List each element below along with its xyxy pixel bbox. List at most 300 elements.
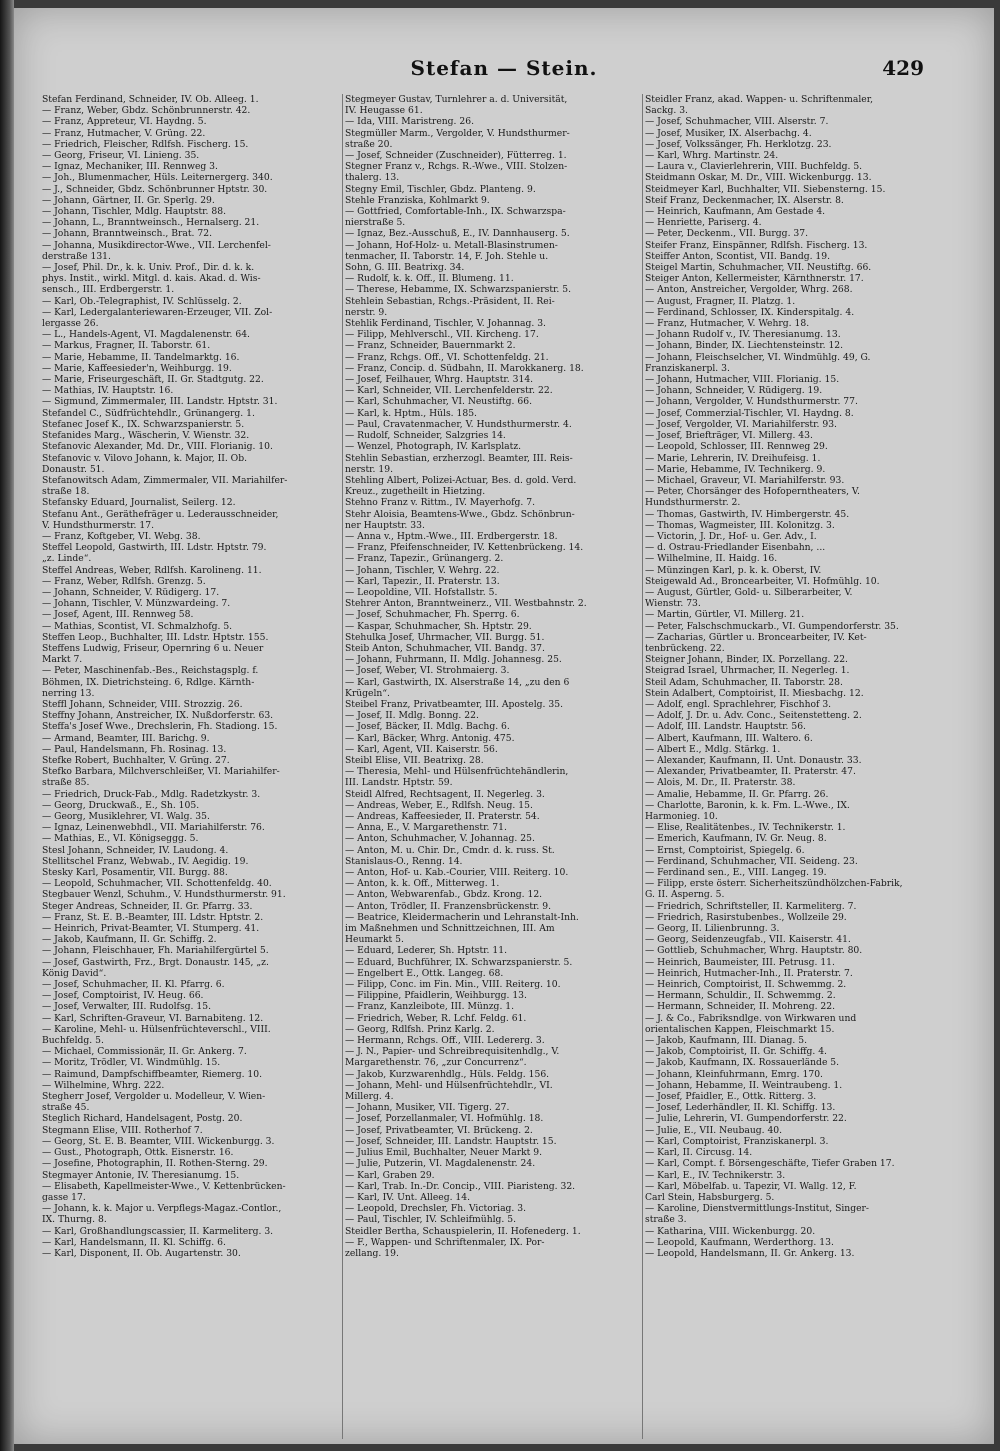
directory-entry-line: Stefanowitsch Adam, Zimmermaler, VII. Mariahilfer- xyxy=(42,474,288,486)
directory-entry-line: — Elisabeth, Kapellmeister-Wwe., V. Kettenbrücken- xyxy=(42,1180,286,1192)
directory-entry-line: Steffl Johann, Schneider, VIII. Strozzig. 26. xyxy=(42,698,243,710)
directory-entry-line: — Mathias, IV. Hauptstr. 16. xyxy=(42,385,174,397)
directory-entry-line: Buchfeldg. 5. xyxy=(42,1035,104,1047)
directory-entry-line: — Anna v., Hptm.-Wwe., III. Erdbergerstr. 18. xyxy=(345,530,558,542)
directory-entry-line: Stegherr Josef, Vergolder u. Modelleur, V. Wien- xyxy=(42,1091,266,1103)
directory-entry-line: Stein Adalbert, Comptoirist, II. Miesbachg. 12. xyxy=(645,687,864,699)
directory-entry-line: — Ernst, Comptoirist, Spiegelg. 6. xyxy=(645,844,805,856)
directory-entry-line: — Thomas, Gastwirth, IV. Himbergerstr. 45. xyxy=(645,508,850,520)
directory-entry-line: zellang. 19. xyxy=(345,1247,399,1259)
directory-entry-line: — Anton, Trödler, II. Franzensbrückenstr. 9. xyxy=(345,900,551,912)
directory-entry-line: — Josef, Schneider, III. Landstr. Hauptstr. 15. xyxy=(345,1135,557,1147)
directory-entry-line: — Gottfried, Comfortable-Inh., IX. Schwarzspa- xyxy=(345,206,566,218)
directory-entry-line: — Paul, Tischler, IV. Schleifmühlg. 5. xyxy=(345,1214,517,1226)
directory-entry-line: Stanislaus-O., Renng. 14. xyxy=(345,855,463,867)
directory-entry-line: — Johann, Fleischhauer, Fh. Mariahilfergürtel 5. xyxy=(42,945,269,957)
directory-entry-line: — Anton, Webwarenfab., Gbdz. Krong. 12. xyxy=(345,889,543,901)
directory-entry-line: — Anton, k. k. Off., Mitterweg. 1. xyxy=(345,878,500,890)
directory-entry-line: — Josef, Bäcker, II. Mdlg. Bachg. 6. xyxy=(345,721,510,733)
directory-entry-line: — Karl, Gastwirth, IX. Alserstraße 14, „zu den 6 xyxy=(345,676,570,688)
directory-entry-line: im Maßnehmen und Schnittzeichnen, III. Am xyxy=(345,923,555,935)
directory-entry-line: — Armand, Beamter, III. Barichg. 9. xyxy=(42,732,210,744)
directory-entry-line: — Josef, Privatbeamter, VI. Brückeng. 2. xyxy=(345,1124,533,1136)
directory-entry-line: — Josef, Schneider (Zuschneider), Fütterreg. 1. xyxy=(345,150,567,162)
directory-entry-line: — Karl, Schriften-Graveur, VI. Barnabiteng. 12. xyxy=(42,1012,264,1024)
directory-entry-line: Krügeln“. xyxy=(345,687,390,699)
directory-entry-line: V. Hundsthurmerstr. 17. xyxy=(42,519,155,531)
directory-entry-line: — Jakob, Kurzwarenhdlg., Hüls. Feldg. 156. xyxy=(345,1068,550,1080)
directory-entry-line: — Karoline, Mehl- u. Hülsenfrüchteverschl., VIII. xyxy=(42,1023,271,1035)
directory-entry-line: — Josef, Vergolder, VI. Mariahilferstr. 93. xyxy=(645,418,837,430)
directory-entry-line: — Laura v., Clavierlehrerin, VIII. Buchfeldg. 5. xyxy=(645,161,863,173)
directory-entry-line: Steglich Richard, Handelsagent, Postg. 20. xyxy=(42,1113,243,1125)
directory-entry-line: — Mathias, E., VI. Königseggg. 5. xyxy=(42,833,199,845)
directory-entry-line: — Martin, Gürtler, VI. Millerg. 21. xyxy=(645,609,805,621)
directory-entry-line: — Georg, Druckwaß., E., Sh. 105. xyxy=(42,799,200,811)
directory-entry-line: Steifer Franz, Einspänner, Rdlfsh. Fischerg. 13. xyxy=(645,239,868,251)
directory-entry-line: — Franz, Concip. d. Südbahn, II. Marokkanerg. 18. xyxy=(345,362,584,374)
directory-entry-line: — Jakob, Kaufmann, III. Dianag. 5. xyxy=(645,1035,808,1047)
directory-entry-line: — Marie, Kaffeesieder'n, Weihburgg. 19. xyxy=(42,362,232,374)
directory-entry-line: — Alexander, Kaufmann, II. Unt. Donaustr. 33. xyxy=(645,754,862,766)
column-3 xyxy=(642,94,941,1439)
directory-entry-line: — Josef, Feilhauer, Whrg. Hauptstr. 314. xyxy=(345,374,534,386)
directory-entry-line: — Karl, Möbelfab. u. Tapezir, VI. Wallg. 12, F. xyxy=(645,1180,857,1192)
directory-entry-line: — Karl, Schneider, VII. Lerchenfelderstr. 22. xyxy=(345,385,553,397)
directory-entry-line: — Johann, k. k. Major u. Verpflegs-Magaz.-Contlor., xyxy=(42,1203,282,1215)
directory-entry-line: Stefanu Ant., Geräthefräger u. Lederausschneider, xyxy=(42,508,279,520)
directory-entry-line: Steil Adam, Schuhmacher, II. Taborstr. 28. xyxy=(645,676,843,688)
directory-entry-line: gasse 17. xyxy=(42,1191,86,1203)
directory-entry-line: straße 85. xyxy=(42,777,90,789)
directory-entry-line: Stegmayer Antonie, IV. Theresianumg. 15. xyxy=(42,1169,240,1181)
directory-entry-line: Millerg. 4. xyxy=(345,1091,394,1103)
directory-entry-line: — Georg, II. Lilienbrunng. 3. xyxy=(645,923,780,935)
directory-entry-line: — Karl, E., IV. Technikerstr. 3. xyxy=(645,1169,786,1181)
directory-entry-line: — Johann, Schneider, V. Rüdigerg. 17. xyxy=(42,586,220,598)
directory-entry-line: — Johann, Kleinfuhrmann, Emrg. 170. xyxy=(645,1068,823,1080)
directory-entry-line: — Josef, Schuhmacher, VIII. Alserstr. 7. xyxy=(645,116,829,128)
directory-entry-line: Steidl Alfred, Rechtsagent, II. Negerleg. 3. xyxy=(345,788,545,800)
directory-entry-line: — Johann, Branntweinsch., Brat. 72. xyxy=(42,228,213,240)
directory-entry-line: — Eduard, Lederer, Sh. Hptstr. 11. xyxy=(345,945,507,957)
directory-entry-line: — Leopold, Kaufmann, Werderthorg. 13. xyxy=(645,1236,834,1248)
directory-entry-line: — Georg, Friseur, VI. Linieng. 35. xyxy=(42,150,200,162)
directory-entry-line: — Kaspar, Schuhmacher, Sh. Hptstr. 29. xyxy=(345,620,532,632)
directory-entry-line: Stegmann Elise, VIII. Rotherhof 7. xyxy=(42,1124,203,1136)
directory-entry-line: Stefan Ferdinand, Schneider, IV. Ob. Alleeg. 1. xyxy=(42,94,259,105)
directory-entry-line: Steigner Johann, Binder, IX. Porzellang. 22. xyxy=(645,654,848,666)
directory-entry-line: Steibl Elise, VII. Beatrixg. 28. xyxy=(345,754,484,766)
directory-entry-line: Stesl Johann, Schneider, IV. Laudong. 4. xyxy=(42,844,229,856)
directory-entry-line: — Franz, Rchgs. Off., VI. Schottenfeldg. 21. xyxy=(345,351,549,363)
directory-entry-line: — Sigmund, Zimmermaler, III. Landstr. Hptstr. 31. xyxy=(42,396,278,408)
directory-entry-line: — Joh., Blumenmacher, Hüls. Leiternergerg. 340. xyxy=(42,172,273,184)
directory-entry-line: — Johann, Binder, IX. Liechtensteinstr. 12. xyxy=(645,340,844,352)
directory-entry-line: Steffens Ludwig, Friseur, Opernring 6 u. Neuer xyxy=(42,642,264,654)
directory-entry-line: — Emerich, Kaufmann, IV. Gr. Neug. 8. xyxy=(645,833,827,845)
directory-entry-line: — Filippine, Pfaidlerin, Weihburgg. 13. xyxy=(345,990,527,1002)
directory-entry-line: — Ferdinand, Schuhmacher, VII. Seideng. 23. xyxy=(645,855,858,867)
directory-entry-line: Steigewald Ad., Broncearbeiter, VI. Hofmühlg. 10. xyxy=(645,575,880,587)
directory-entry-line: Stegbauer Wenzl, Schuhm., V. Hundsthurmerstr. 91. xyxy=(42,889,286,901)
directory-page xyxy=(14,8,994,1444)
directory-entry-line: — Moritz, Trödler, VI. Windmühlg. 15. xyxy=(42,1057,221,1069)
directory-entry-line: — Hermann, Schuldir., II. Schwemmg. 2. xyxy=(645,990,836,1002)
directory-entry-line: nierstraße 5. xyxy=(345,217,406,229)
directory-entry-line: — Josef, Pfaidler, E., Ottk. Ritterg. 3. xyxy=(645,1091,817,1103)
directory-entry-line: — Johann, Tischler, V. Wehrg. 22. xyxy=(345,564,500,576)
directory-entry-line: — Münzingen Karl, p. k. k. Oberst, IV. xyxy=(645,564,822,576)
directory-entry-line: IX. Thurng. 8. xyxy=(42,1214,107,1226)
directory-entry-line: — d. Ostrau-Friedlander Eisenbahn, ... xyxy=(645,542,826,554)
directory-entry-line: — Rudolf, Schneider, Salzgries 14. xyxy=(345,430,506,442)
directory-entry-line: — Anton, M. u. Chir. Dr., Cmdr. d. k. russ. St. xyxy=(345,844,555,856)
directory-entry-line: — Anton, Schuhmacher, V. Johannag. 25. xyxy=(345,833,535,845)
directory-entry-line: — Josef, Verwalter, III. Rudolfsg. 15. xyxy=(42,1001,212,1013)
directory-entry-line: — Rudolf, k. k. Off., II. Blumeng. 11. xyxy=(345,273,514,285)
directory-entry-line: nerstr. 9. xyxy=(345,306,388,318)
directory-entry-line: — Engelbert E., Ottk. Langeg. 68. xyxy=(345,967,504,979)
directory-entry-line: derstraße 131. xyxy=(42,250,111,262)
directory-entry-line: III. Landstr. Hptstr. 59. xyxy=(345,777,453,789)
directory-entry-line: Stehno Franz v. Rittm., IV. Mayerhofg. 7. xyxy=(345,497,536,509)
directory-entry-line: — Thomas, Wagmeister, III. Kolonitzg. 3. xyxy=(645,519,835,531)
directory-entry-line: — Leopold, Schuhmacher, VII. Schottenfeldg. 40. xyxy=(42,878,272,890)
directory-entry-line: — Alexander, Privatbeamter, II. Praterstr. 47. xyxy=(645,766,856,778)
directory-entry-line: Steffa's Josef Wwe., Drechslerin, Fh. Stadiong. 15. xyxy=(42,721,278,733)
directory-entry-line: — Michael, Graveur, VI. Mariahilferstr. 93. xyxy=(645,474,845,486)
directory-entry-line: — Leopold, Schlosser, III. Rennweg 29. xyxy=(645,441,828,453)
directory-entry-line: — Josef, Musiker, IX. Alserbachg. 4. xyxy=(645,127,812,139)
directory-entry-line: — Ferdinand sen., E., VIII. Langeg. 19. xyxy=(645,867,827,879)
directory-entry-line: — Alois, M. Dr., II. Praterstr. 38. xyxy=(645,777,796,789)
directory-entry-line: — Karl, II. Circusg. 14. xyxy=(645,1147,753,1159)
directory-entry-line: — Julie, Putzerin, VI. Magdalenenstr. 24. xyxy=(345,1158,536,1170)
directory-entry-line: tenbrückeng. 22. xyxy=(645,642,725,654)
directory-entry-line: — Johann, L., Branntweinsch., Hernalserg. 21. xyxy=(42,217,260,229)
directory-entry-line: — Heinrich, Privat-Beamter, VI. Stumperg. 41. xyxy=(42,923,260,935)
scan-binding-edge xyxy=(0,0,14,1451)
directory-entry-line: — Karl, Bäcker, Whrg. Antonig. 475. xyxy=(345,732,515,744)
directory-entry-line: — Filipp, Mehlverschl., VII. Kircheng. 17. xyxy=(345,329,539,341)
directory-entry-line: — August, Gürtler, Gold- u. Silberarbeiter, V. xyxy=(645,586,853,598)
directory-entry-line: Franziskanerpl. 3. xyxy=(645,362,730,374)
directory-entry-line: — Johann, Hutmacher, VIII. Florianig. 15. xyxy=(645,374,840,386)
directory-entry-line: IV. Heugasse 61. xyxy=(345,105,423,117)
directory-entry-line: — Franz, Hutmacher, V. Grüng. 22. xyxy=(42,127,206,139)
directory-entry-line: — Johann, Tischler, V. Münzwardeing. 7. xyxy=(42,598,231,610)
directory-entry-line: — Filipp, erste österr. Sicherheitszündhölzchen-Fabrik, xyxy=(645,878,903,890)
directory-entry-line: straße 3. xyxy=(645,1214,687,1226)
directory-entry-line: — Franz, Appreteur, VI. Haydng. 5. xyxy=(42,116,207,128)
directory-entry-line: — Josef, Schuhmacher, II. Kl. Pfarrg. 6. xyxy=(42,979,225,991)
directory-entry-line: — Elise, Realitätenbes., IV. Technikerstr. 1. xyxy=(645,822,846,834)
directory-entry-line: — L., Handels-Agent, VI. Magdalenenstr. 64. xyxy=(42,329,250,341)
directory-entry-line: — Josef, Schuhmacher, Fh. Sperrg. 6. xyxy=(345,609,520,621)
directory-entry-line: — Karoline, Dienstvermittlungs-Institut, Singer- xyxy=(645,1203,870,1215)
directory-entry-line: — Franz, Pfeifenschneider, IV. Kettenbrückeng. 14. xyxy=(345,542,584,554)
directory-entry-line: — Hermann, Rchgs. Off., VIII. Ledererg. 3. xyxy=(345,1035,545,1047)
directory-entry-line: Stefanides Marg., Wäscherin, V. Wienstr. 32. xyxy=(42,430,250,442)
directory-entry-line: — Julius Emil, Buchhalter, Neuer Markt 9. xyxy=(345,1147,543,1159)
directory-entry-line: — Karl, Trab. In.-Dr. Concip., VIII. Piaristeng. 32. xyxy=(345,1180,576,1192)
directory-entry-line: — Julie, E., VII. Neubaug. 40. xyxy=(645,1124,783,1136)
directory-entry-line: Heumarkt 5. xyxy=(345,934,404,946)
directory-entry-line: straße 45. xyxy=(42,1102,90,1114)
directory-entry-line: Steffen Leop., Buchhalter, III. Ldstr. Hptstr. 155. xyxy=(42,631,269,643)
directory-entry-line: — Peter, Falschschmuckarb., VI. Gumpendorferstr. 35. xyxy=(645,620,899,632)
directory-entry-line: — Gottlieb, Schuhmacher, Whrg. Hauptstr. 80. xyxy=(645,945,863,957)
directory-entry-line: — Charlotte, Baronin, k. k. Fm. L.-Wwe., IX. xyxy=(645,799,850,811)
directory-entry-line: — Jakob, Comptoirist, II. Gr. Schiffg. 4. xyxy=(645,1046,827,1058)
directory-entry-line: — Ignaz, Mechaniker, III. Rennweg 3. xyxy=(42,161,218,173)
directory-entry-line: — Paul, Cravatenmacher, V. Hundsthurmerstr. 4. xyxy=(345,418,572,430)
directory-entry-line: — Ferdinand, Schlosser, IX. Kinderspitalg. 4. xyxy=(645,306,855,318)
directory-entry-line: — Johann, Hof-Holz- u. Metall-Blasinstrumen- xyxy=(345,239,558,251)
directory-entry-line: lergasse 26. xyxy=(42,318,99,330)
directory-entry-line: ner Hauptstr. 33. xyxy=(345,519,425,531)
directory-entry-line: Stellitschel Franz, Webwab., IV. Aegidig. 19. xyxy=(42,855,249,867)
directory-entry-line: — Ida, VIII. Maristreng. 26. xyxy=(345,116,475,128)
directory-entry-line: — Theresia, Mehl- und Hülsenfrüchtehändlerin, xyxy=(345,766,569,778)
directory-entry-line: — Heinrich, Baumeister, III. Petrusg. 11. xyxy=(645,956,835,968)
page-header xyxy=(34,56,974,86)
directory-entry-line: — Franz, Weber, Rdlfsh. Grenzg. 5. xyxy=(42,575,206,587)
directory-entry-line: — Franz, Tapezir., Grünangerg. 2. xyxy=(345,553,504,565)
directory-entry-line: Margarethenstr. 76, „zur Concurrenz“. xyxy=(345,1057,527,1069)
directory-entry-line: — Josef, Porzellanmaler, VI. Hofmühlg. 18. xyxy=(345,1113,544,1125)
directory-entry-line: Stegner Franz v., Rchgs. R.-Wwe., VIII. Stolzen- xyxy=(345,161,568,173)
directory-entry-line: Steidler Bertha, Schauspielerin, II. Hofenederg. 1. xyxy=(345,1225,581,1237)
directory-entry-line: — Hermann, Schneider, II. Mohreng. 22. xyxy=(645,1001,836,1013)
page-number: 429 xyxy=(882,56,924,80)
directory-entry-line: — Friedrich, Druck-Fab., Mdlg. Radetzkystr. 3. xyxy=(42,788,261,800)
directory-entry-line: — Henriette, Pariserg. 4. xyxy=(645,217,762,229)
directory-entry-line: Steffel Leopold, Gastwirth, III. Ldstr. Hptstr. 79. xyxy=(42,542,267,554)
directory-entry-line: Stehlik Ferdinand, Tischler, V. Johannag. 3. xyxy=(345,318,546,330)
directory-entry-line: — Julie, Lehrerin, VI. Gumpendorferstr. 22. xyxy=(645,1113,847,1125)
directory-entry-line: — Eduard, Buchführer, IX. Schwarzspanierstr. 5. xyxy=(345,956,573,968)
directory-entry-line: Stehulka Josef, Uhrmacher, VII. Burgg. 51. xyxy=(345,631,545,643)
directory-entry-line: — Karl, k. Hptm., Hüls. 185. xyxy=(345,407,477,419)
directory-entry-line: „z. Linde“. xyxy=(42,553,92,565)
directory-entry-line: — Leopold, Handelsmann, II. Gr. Ankerg. 13. xyxy=(645,1247,855,1259)
directory-entry-line: Steiffer Anton, Scontist, VII. Bandg. 19. xyxy=(645,250,831,262)
directory-entry-line: Stefke Robert, Buchhalter, V. Grüng. 27. xyxy=(42,754,230,766)
directory-entry-line: — Adolf, III. Landstr. Hauptstr. 56. xyxy=(645,721,806,733)
directory-entry-line: — Wilhelmine, Whrg. 222. xyxy=(42,1079,165,1091)
directory-entry-line: orientalischen Kappen, Fleischmarkt 15. xyxy=(645,1023,835,1035)
directory-entry-line: Sackg. 3. xyxy=(645,105,688,117)
directory-entry-line: thalerg. 13. xyxy=(345,172,400,184)
directory-entry-line: — F., Wappen- und Schriftenmaler, IX. Por- xyxy=(345,1236,545,1248)
directory-entry-line: Steib Anton, Schuhmacher, VII. Bandg. 37. xyxy=(345,642,545,654)
directory-entry-line: — Johann, Vergolder, V. Hundsthurmerstr. 77. xyxy=(645,396,858,408)
directory-entry-line: — Marie, Friseurgeschäft, II. Gr. Stadtgutg. 22. xyxy=(42,374,264,386)
directory-entry-line: nerring 13. xyxy=(42,687,95,699)
directory-entry-line: — Karl, Compt. f. Börsengeschäfte, Tiefer Graben 17. xyxy=(645,1158,895,1170)
directory-entry-line: — Karl, Whrg. Martinstr. 24. xyxy=(645,150,779,162)
directory-entry-line: — Franz, Schneider, Bauernmarkt 2. xyxy=(345,340,516,352)
column-1 xyxy=(42,94,338,1439)
directory-entry-line: Carl Stein, Habsburgerg. 5. xyxy=(645,1191,775,1203)
directory-entry-line: Harmonieg. 10. xyxy=(645,811,718,822)
directory-entry-line: Stehrer Anton, Branntweinerz., VII. Westbahnstr. 2. xyxy=(345,598,587,610)
directory-entry-line: — Amalie, Hebamme, II. Gr. Pfarrg. 26. xyxy=(645,788,829,800)
directory-entry-line: Steidler Franz, akad. Wappen- u. Schriftenmaler, xyxy=(645,94,874,105)
directory-entry-line: — Wilhelmine, II. Haidg. 16. xyxy=(645,553,778,565)
directory-entry-line: — Friedrich, Rasirstubenbes., Wollzeile 29. xyxy=(645,911,847,923)
directory-entry-line: Stefko Barbara, Milchverschleißer, VI. Mariahilfer- xyxy=(42,766,280,778)
directory-entry-line: — Heinrich, Hutmacher-Inh., II. Praterstr. 7. xyxy=(645,967,853,979)
directory-entry-line: — Josef, Comptoirist, IV. Heug. 66. xyxy=(42,990,204,1002)
directory-entry-line: Stefanovic v. Vilovo Johann, k. Major, II. Ob. xyxy=(42,452,248,464)
directory-entry-line: — Ignaz, Bez.-Ausschuß, E., IV. Dannhauserg. 5. xyxy=(345,228,570,240)
directory-entry-line: — Marie, Lehrerin, IV. Dreihufeisg. 1. xyxy=(645,452,821,464)
directory-entry-line: — Victorin, J. Dr., Hof- u. Ger. Adv., I. xyxy=(645,530,817,542)
directory-entry-line: Stegmüller Marm., Vergolder, V. Hundsthurmer- xyxy=(345,127,570,139)
directory-entry-line: — Albert E., Mdlg. Stärkg. 1. xyxy=(645,743,781,755)
directory-entry-line: Stesky Karl, Posamentir, VII. Burgg. 88. xyxy=(42,867,228,879)
directory-entry-line: — J., Schneider, Gbdz. Schönbrunner Hptstr. 30. xyxy=(42,183,268,195)
directory-entry-line: — Franz, Koftgeber, VI. Webg. 38. xyxy=(42,530,201,542)
directory-entry-line: Stehling Albert, Polizei-Actuar, Bes. d. gold. Verd. xyxy=(345,474,577,486)
directory-entry-line: Stefanec Josef K., IX. Schwarzspanierstr. 5. xyxy=(42,418,245,430)
column-2 xyxy=(342,94,641,1439)
directory-entry-line: — Heinrich, Kaufmann, Am Gestade 4. xyxy=(645,206,826,218)
directory-entry-line: — Peter, Deckenm., VII. Burgg. 37. xyxy=(645,228,809,240)
directory-entry-line: — Franz, Weber, Gbdz. Schönbrunnerstr. 42. xyxy=(42,105,251,117)
directory-entry-line: — Friedrich, Weber, R. Lchf. Feldg. 61. xyxy=(345,1012,527,1024)
directory-entry-line: Steffel Andreas, Weber, Rdlfsh. Karolineng. 11. xyxy=(42,564,262,576)
directory-entry-line: — J. & Co., Fabriksndlge. von Wirkwaren und xyxy=(645,1012,857,1024)
directory-entry-line: Stegny Emil, Tischler, Gbdz. Planteng. 9. xyxy=(345,183,536,195)
directory-entry-line: — Gust., Photograph, Ottk. Eisnerstr. 16. xyxy=(42,1147,234,1159)
directory-entry-line: — Josef, Agent, III. Rennweg 58. xyxy=(42,609,194,621)
directory-entry-line: — Markus, Fragner, II. Taborstr. 61. xyxy=(42,340,211,352)
directory-entry-line: Steibel Franz, Privatbeamter, III. Apostelg. 35. xyxy=(345,698,564,710)
directory-entry-line: — Anton, Anstreicher, Vergolder, Whrg. 268. xyxy=(645,284,853,296)
directory-entry-line: — Georg, St. E. B. Beamter, VIII. Wickenburgg. 3. xyxy=(42,1135,275,1147)
directory-entry-line: — Peter, Chorsänger des Hofoperntheaters, V. xyxy=(645,486,860,498)
directory-entry-line: — Josef, Weber, VI. Strohmaierg. 3. xyxy=(345,665,510,677)
directory-entry-line: Stehlin Sebastian, erzherzogl. Beamter, III. Reis- xyxy=(345,452,573,464)
directory-entry-line: tenmacher, II. Taborstr. 14, F. Joh. Stehle u. xyxy=(345,250,549,262)
entry-columns xyxy=(42,94,942,1439)
directory-entry-line: — Josef, Lederhändler, II. Kl. Schiffg. 13. xyxy=(645,1102,836,1114)
directory-entry-line: — Michael, Commissionär, II. Gr. Ankerg. 7. xyxy=(42,1046,247,1058)
directory-entry-line: — Marie, Hebamme, II. Tandelmarktg. 16. xyxy=(42,351,240,363)
directory-entry-line: — Franz, Hutmacher, V. Wehrg. 18. xyxy=(645,318,810,330)
directory-entry-line: straße 20. xyxy=(345,138,393,150)
directory-entry-line: — Andreas, Kaffeesieder, II. Praterstr. 54. xyxy=(345,811,540,822)
directory-entry-line: — Johann, Hebamme, II. Weintraubeng. 1. xyxy=(645,1079,843,1091)
directory-entry-line: — Adolf, engl. Sprachlehrer, Fischhof 3. xyxy=(645,698,832,710)
directory-entry-line: Steigel Martin, Schuhmacher, VII. Neustiftg. 66. xyxy=(645,262,872,274)
directory-entry-line: — August, Fragner, II. Platzg. 1. xyxy=(645,295,796,307)
directory-entry-line: Sohn, G. III. Beatrixg. 34. xyxy=(345,262,465,274)
directory-entry-line: G. II. Asperng. 5. xyxy=(645,889,725,901)
directory-entry-line: — Karl, Disponent, II. Ob. Augartenstr. 30. xyxy=(42,1247,241,1259)
directory-entry-line: — Georg, Seidenzeugfab., VII. Kaiserstr. 41. xyxy=(645,934,851,946)
directory-entry-line: nerstr. 19. xyxy=(345,463,393,475)
directory-entry-line: Markt 7. xyxy=(42,654,83,666)
directory-entry-line: — Karl, Tapezir., II. Praterstr. 13. xyxy=(345,575,500,587)
directory-entry-line: straße 18. xyxy=(42,486,90,498)
directory-entry-line: phys. Instit., wirkl. Mitgl. d. kais. Akad. d. Wis- xyxy=(42,273,261,285)
directory-entry-line: — Johanna, Musikdirector-Wwe., VII. Lerchenfel- xyxy=(42,239,271,251)
directory-entry-line: — Josef, Gastwirth, Frz., Brgt. Donaustr. 145, „z. xyxy=(42,956,269,968)
directory-entry-line: — Friedrich, Fleischer, Rdlfsh. Fischerg. 15. xyxy=(42,138,249,150)
directory-entry-line: — Karl, Comptoirist, Franziskanerpl. 3. xyxy=(645,1135,829,1147)
directory-entry-line: — Katharina, VIII. Wickenburgg. 20. xyxy=(645,1225,816,1237)
directory-entry-line: — Johann, Fuhrmann, II. Mdlg. Johannesg. 25. xyxy=(345,654,562,666)
directory-entry-line: — Karl, Ob.-Telegraphist, IV. Schlüsselg. 2. xyxy=(42,295,242,307)
directory-entry-line: Stehlein Sebastian, Rchgs.-Präsident, II. Rei- xyxy=(345,295,555,307)
directory-entry-line: — Johann, Musiker, VII. Tigerg. 27. xyxy=(345,1102,510,1114)
directory-entry-line: — Albert, Kaufmann, III. Waltero. 6. xyxy=(645,732,813,744)
directory-entry-line: sensch., III. Erdbergerstr. 1. xyxy=(42,284,175,296)
directory-entry-line: — Josef, Commerzial-Tischler, VI. Haydng. 8. xyxy=(645,407,854,419)
directory-entry-line: Donaustr. 51. xyxy=(42,463,105,475)
directory-entry-line: — Peter, Maschinenfab.-Bes., Reichstagsplg. f. xyxy=(42,665,259,677)
directory-entry-line: — Beatrice, Kleidermacherin und Lehranstalt-Inh. xyxy=(345,911,579,923)
directory-entry-line: — Andreas, Weber, E., Rdlfsh. Neug. 15. xyxy=(345,799,533,811)
running-title: Stefan — Stein. xyxy=(410,56,598,80)
directory-entry-line: — Anna, E., V. Margarethenstr. 71. xyxy=(345,822,507,834)
directory-entry-line: — Karl, Graben 29. xyxy=(345,1169,435,1181)
directory-entry-line: — Anton, Hof- u. Kab.-Courier, VIII. Reiterg. 10. xyxy=(345,867,569,879)
directory-entry-line: — Jakob, Kaufmann, II. Gr. Schiffg. 2. xyxy=(42,934,217,946)
directory-entry-line: — Karl, Schuhmacher, VI. Neustiftg. 66. xyxy=(345,396,532,408)
directory-entry-line: — Franz, St. E. B.-Beamter, III. Ldstr. Hptstr. 2. xyxy=(42,911,264,923)
directory-entry-line: — Ignaz, Leinenwebhdl., VII. Mariahilferstr. 76. xyxy=(42,822,265,834)
directory-entry-line: — Adolf, J. Dr. u. Adv. Conc., Seitenstetteng. 2. xyxy=(645,710,862,722)
directory-entry-line: — Mathias, Scontist, VI. Schmalzhofg. 5. xyxy=(42,620,233,632)
directory-entry-line: — Zacharias, Gürtler u. Broncearbeiter, IV. Ket- xyxy=(645,631,867,643)
directory-entry-line: Stehr Aloisia, Beamtens-Wwe., Gbdz. Schönbrun- xyxy=(345,508,575,520)
directory-entry-line: Steidmann Oskar, M. Dr., VIII. Wickenburgg. 13. xyxy=(645,172,872,184)
directory-entry-line: Stefanovic Alexander, Md. Dr., VIII. Florianig. 10. xyxy=(42,441,273,453)
directory-entry-line: — Filipp, Conc. im Fin. Min., VIII. Reiterg. 10. xyxy=(345,979,561,991)
directory-entry-line: — Johann Rudolf v., IV. Theresianumg. 13. xyxy=(645,329,841,341)
directory-entry-line: — Karl, Großhandlungscassier, II. Karmeliterg. 3. xyxy=(42,1225,274,1237)
directory-entry-line: — Paul, Handelsmann, Fh. Rosinag. 13. xyxy=(42,743,227,755)
directory-entry-line: — Karl, Ledergalanteriewaren-Erzeuger, VII. Zol- xyxy=(42,306,273,318)
directory-entry-line: — Johann, Gärtner, II. Gr. Sperlg. 29. xyxy=(42,194,215,206)
directory-entry-line: Wienstr. 73. xyxy=(645,598,701,610)
directory-entry-line: — Georg, Rdlfsh. Prinz Karlg. 2. xyxy=(345,1023,495,1035)
directory-entry-line: — Jakob, Kaufmann, IX. Rossauerlände 5. xyxy=(645,1057,840,1069)
directory-entry-line: — Franz, Kanzleibote, III. Münzg. 1. xyxy=(345,1001,515,1013)
directory-entry-line: — Johann, Schneider, V. Rüdigerg. 19. xyxy=(645,385,823,397)
directory-entry-line: Steiger Anton, Kellermeister, Kärnthnerstr. 17. xyxy=(645,273,864,285)
directory-entry-line: — Marie, Hebamme, IV. Technikerg. 9. xyxy=(645,463,826,475)
directory-entry-line: — Leopoldine, VII. Hofstallstr. 5. xyxy=(345,586,498,598)
directory-entry-line: — Karl, IV. Unt. Alleeg. 14. xyxy=(345,1191,471,1203)
directory-entry-line: Steif Franz, Deckenmacher, IX. Alserstr. 8. xyxy=(645,194,844,206)
directory-entry-line: — Heinrich, Comptoirist, II. Schwemmg. 2. xyxy=(645,979,847,991)
directory-entry-line: — Georg, Musiklehrer, VI. Walg. 35. xyxy=(42,811,210,822)
directory-entry-line: — Johann, Mehl- und Hülsenfrüchtehdlr., VI. xyxy=(345,1079,553,1091)
directory-entry-line: — Josef, Briefträger, VI. Millerg. 43. xyxy=(645,430,813,442)
directory-entry-line: Kreuz., zugetheilt in Hietzing. xyxy=(345,486,486,498)
directory-entry-line: König David“. xyxy=(42,967,107,979)
directory-entry-line: Stefansky Eduard, Journalist, Seilerg. 12. xyxy=(42,497,236,509)
directory-entry-line: Stefandel C., Südfrüchtehdlr., Grünangerg. 1. xyxy=(42,407,255,419)
directory-entry-line: — Josefine, Photographin, II. Rothen-Sterng. 29. xyxy=(42,1158,268,1170)
